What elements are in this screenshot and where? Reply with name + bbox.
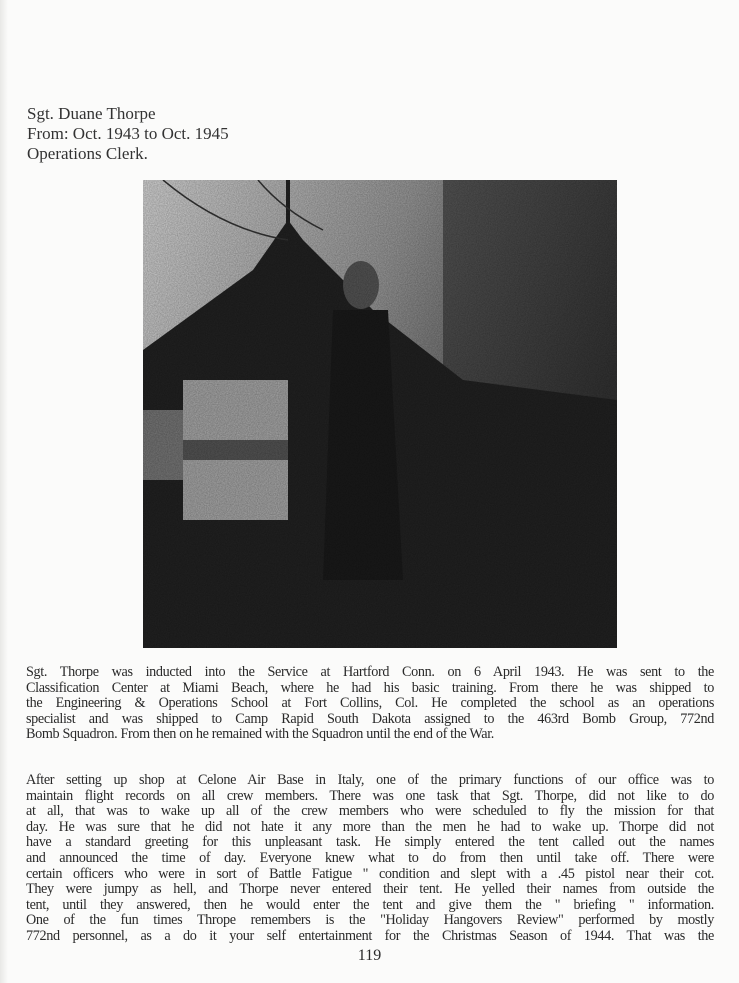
text-line: They were jumpy as hell, and Thorpe never entered their tent. He yelled their names from outside the <box>26 881 714 898</box>
photo-man-by-tent <box>143 180 617 648</box>
page-number: 119 <box>357 947 382 964</box>
text-line: specialist and was shipped to Camp Rapid South Dakota assigned to the 463rd Bomb Group, 772nd <box>26 710 714 727</box>
text-line: Sgt. Thorpe was inducted into the Service at Hartford Conn. on 6 April 1943. He was sent to the <box>26 664 714 680</box>
text-line: maintain flight records on all crew members. There was one task that Sgt. Thorpe, did not like to do <box>26 787 714 804</box>
person-name: Sgt. Duane Thorpe <box>27 104 156 123</box>
person-role: Operations Clerk. <box>27 144 148 163</box>
text-line: Classification Center at Miami Beach, where he had his basic training. From there he was shipped to <box>26 679 714 696</box>
text-line: 772nd personnel, as a do it your self entertainment for the Christmas Season of 1944. That was the <box>26 927 714 944</box>
text-line: One of the fun times Thrope remembers is the "Holiday Hangovers Review" performed by mostly <box>26 912 714 929</box>
service-period: From: Oct. 1943 to Oct. 1945 <box>27 124 229 143</box>
text-line: have a standard greeting for this unpleasant task. He simply entered the tent called out the names <box>26 834 714 851</box>
text-line: and announced the time of day. Everyone knew what to do from then until take off. There were <box>26 849 714 866</box>
text-line: at all, that was to wake up all of the crew members who were scheduled to fly the mission for that <box>26 803 714 820</box>
text-line: certain officers who were in sort of Battle Fatigue " condition and slept with a .45 pistol near their cot. <box>26 865 714 882</box>
profile-header <box>27 104 229 164</box>
text-line: day. He was sure that he did not hate it any more than the men he had to wake up. Thorpe did not <box>26 818 714 835</box>
paragraph-1 <box>26 665 714 743</box>
text-line: the Engineering & Operations School at Fort Collins, Col. He completed the school as an operations <box>26 695 714 712</box>
paragraph-2 <box>26 773 714 945</box>
text-line: After setting up shop at Celone Air Base in Italy, one of the primary functions of our office was to <box>26 772 714 788</box>
page-edge-shadow <box>0 0 8 983</box>
text-line: Bomb Squadron. From then on he remained with the Squadron until the end of the War. <box>26 726 494 743</box>
text-line: tent, until they answered, then he would enter the tent and give them the " briefing " information. <box>26 896 714 913</box>
